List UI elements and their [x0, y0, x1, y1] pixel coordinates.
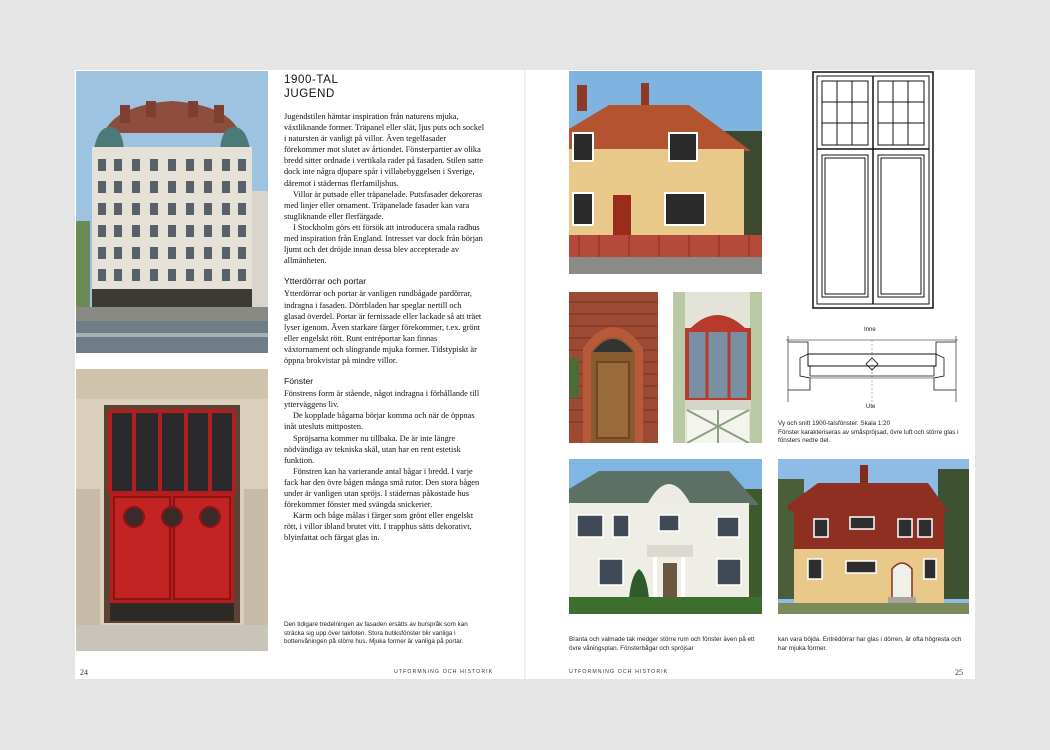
caption-bottom-right: kan vara böjda. Entrédörrar har glas i dörren, är ofta högresta och har mjuka former.: [778, 636, 962, 652]
heading-windows: Fönster: [284, 376, 314, 387]
intro-paragraph: I Stockholm görs ett försök att introducera smala radhus med inspiration från England. Intresset var dock från början ljumt och det dröjde innan dessa blev accepterade av allmänheten.: [284, 222, 483, 266]
photo-yellow-villa: [569, 71, 762, 274]
heading-doors: Ytterdörrar och portar: [284, 276, 367, 287]
label-outside: Ute: [866, 404, 876, 410]
book-gutter: [524, 70, 526, 679]
page-number-right: 25: [955, 668, 963, 677]
intro-paragraph: Villor är putsade eller träpanelade. Putsfasader dekoreras med linjer eller ornament. Träpanelade fasader kan vara stugliknande eller flerfärgade.: [284, 189, 483, 221]
caption-drawing: Vy och snitt 1900-talsfönster. Skala 1:20 Fönster karakteriseras av småspröjsad, övre luft och större glas i fönsters nedre del.: [778, 420, 959, 444]
photo-white-villa: [569, 459, 762, 614]
caption-left: Den tidigare tredelningen av fasaden ersätts av burspråk som kan sträcka sig upp över takfoten. Stora butiksfönster blir vanliga i bottenvåningen på större hus. Mjuka former är vanliga på portar.: [284, 621, 468, 645]
intro-paragraph: Jugendstilen hämtar inspiration från naturens mjuka, växtliknande former. Träpanel eller slät, ljus puts och sockel i natursten är vanligt på villor. Även tegelfasader förekommer mot slutet av årtiondet. Fönsterpartier av olika bredd sitter ordnade i vertikala rader på fasaden. Stilen satte dock inte några djupare spår i villabebyggelsen i Sverige, däremot i städernas flerfamiljshus.: [284, 112, 485, 188]
photo-decorative-window: [673, 292, 762, 443]
photo-red-entrance-door: [76, 369, 268, 651]
window-elevation-drawing: [812, 71, 934, 309]
photo-brick-arch-door: [569, 292, 658, 443]
running-head-left: UTFORMNING OCH HISTORIK: [394, 669, 494, 675]
section2-paragraph: De kopplade bågarna börjar komma och när de öppnas inåt utesluts mittposten.: [284, 411, 475, 432]
body-text: [284, 111, 484, 543]
title-period: 1900-TAL: [284, 74, 339, 86]
label-inside: Inne: [864, 327, 876, 333]
photo-apartment-building: [76, 71, 268, 353]
page-number-left: 24: [80, 668, 88, 677]
windows-paragraphs: [284, 388, 484, 543]
photo-red-roof-villa: [778, 459, 969, 614]
title-style: JUGEND: [284, 88, 335, 100]
intro-paragraphs: [284, 111, 484, 266]
section2-paragraph: Fönstren kan ha varierande antal bågar i bredd. I varje fack har den övre bågen många små rutor. Den stora bågen under är vanligen utan spröjs. I städernas påkostade hus förekommer fönster med svängda snickerier.: [284, 466, 480, 510]
section1-paragraph: Ytterdörrar och portar är vanligen rundbågade pardörrar, indragna i fasaden. Dörrbladen har speglar nertill och glasad överdel. Portar är fernissade eller lackade så att träet lyser igenom. Även starkare färger förekommer, t.ex. grönt eller engelskt rött. Runt entréportar kan finnas växtornament och slingrande mjuka former. Tidstypiskt är öppna brokvistar på mindre villor.: [284, 289, 482, 365]
doors-paragraphs: [284, 288, 484, 366]
section2-paragraph: Fönstrens form är stående, något indragna i förhållande till ytterväggens liv.: [284, 389, 480, 410]
section2-paragraph: Karm och båge målas i färger som grönt eller engelskt rött, i villor ibland brutet vitt. I trapphus sätts dekorativt, blyinfattat och färgat glas in.: [284, 511, 474, 543]
section2-paragraph: Spröjsarna kommer nu tillbaka. De är inte längre nödvändiga av tekniska skäl, utan har en rent estetisk funktion.: [284, 433, 461, 465]
caption-bottom-middle: Branta och valmade tak medger större rum och fönster även på ett övre våningsplan. Fönsterbågar och spröjsar: [569, 636, 755, 652]
window-section-drawing: [786, 336, 958, 402]
page-title: [284, 73, 338, 101]
running-head-right: UTFORMNING OCH HISTORIK: [569, 669, 669, 675]
